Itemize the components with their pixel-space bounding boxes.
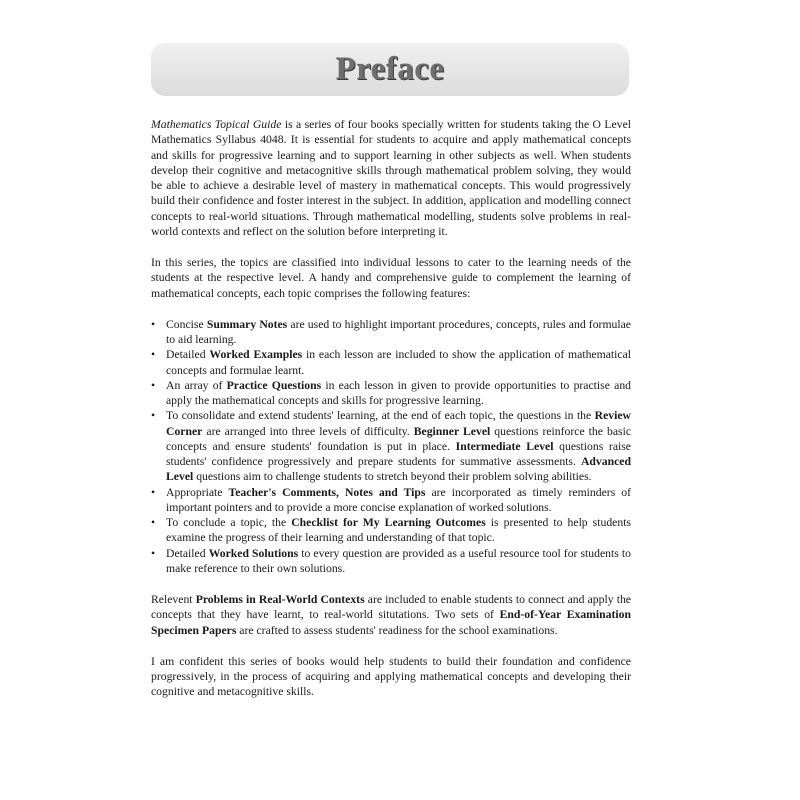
title-banner bbox=[151, 43, 629, 96]
list-item: • An array of Practice Questions in each lesson in given to provide opportunities to practise and apply the mathematical concepts and skills for progressive learning. bbox=[151, 378, 631, 409]
list-item: • Concise Summary Notes are used to highlight important procedures, concepts, rules and formulae to aid learning. bbox=[151, 317, 631, 348]
list-item: • Appropriate Teacher's Comments, Notes and Tips are incorporated as timely reminders of important pointers and to provide a more concise explanation of worked solutions. bbox=[151, 485, 631, 516]
relevant-paragraph: Relevent Problems in Real-World Contexts are included to enable students to connect and apply the concepts that they have learnt, to real-world situtations. Two sets of End-of-Year Examination Specimen Papers are crafted to assess students' readiness for the school examinations. bbox=[151, 593, 631, 637]
preface-body bbox=[151, 117, 631, 716]
book-title: Mathematics Topical Guide bbox=[151, 118, 282, 131]
closing-paragraph: I am confident this series of books would help students to build their foundation and confidence progressively, in the process of acquiring and applying mathematical concepts and developing their cognitive and metacognitive skills. bbox=[151, 654, 631, 699]
list-item: • Detailed Worked Examples in each lesson are included to show the application of mathematical concepts and formulae learnt. bbox=[151, 347, 631, 378]
features-list bbox=[151, 317, 631, 576]
list-item: • To conclude a topic, the Checklist for My Learning Outcomes is presented to help students examine the progress of their learning and understanding of that topic. bbox=[151, 515, 631, 546]
list-item: • Detailed Worked Solutions to every question are provided as a useful resource tool for students to make reference to their own solutions. bbox=[151, 546, 631, 577]
page-title: Preface bbox=[335, 51, 445, 87]
intro-paragraph: Mathematics Topical Guide is a series of four books specially written for students taking the O Level Mathematics Syllabus 4048. It is essential for students to acquire and apply mathematical concepts and skills for progressive learning and to support learning in other subjects as well. When students develop their cognitive and metacognitive skills through mathematical problem solving, they would be able to achieve a desirable level of mastery in mathematical concepts. This would progressively build their confidence and foster interest in the subject. In addition, application and modelling connect concepts to real-world situations. Through mathematical modelling, students solve problems in real-world contexts and reflect on the solution before interpreting it. bbox=[151, 118, 632, 238]
list-item: • To consolidate and extend students' learning, at the end of each topic, the questions in the Review Corner are arranged into three levels of difficulty. Beginner Level questions reinforce the basic concepts and ensure students' foundation is put in place. Intermediate Level questions raise students' confidence progressively and prepare students for summative assessments. Advanced Level questions aim to challenge students to stretch beyond their problem solving abilities. bbox=[151, 408, 631, 484]
series-paragraph: In this series, the topics are classified into individual lessons to cater to the learning needs of the students at the respective level. A handy and comprehensive guide to complement the learning of mathematical concepts, each topic comprises the following features: bbox=[151, 256, 631, 300]
